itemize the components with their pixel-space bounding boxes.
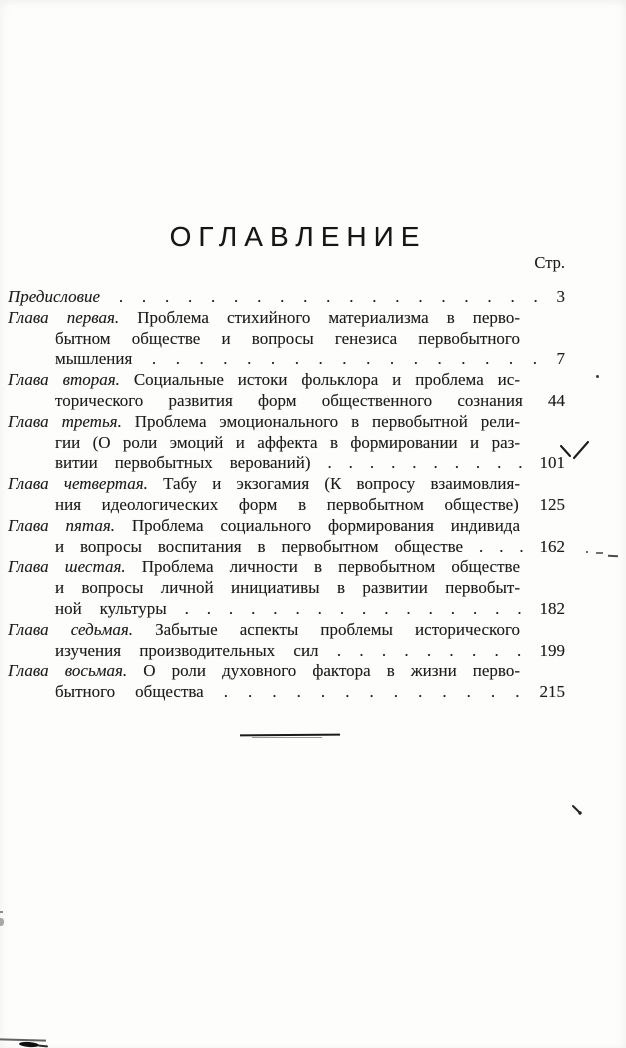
scan-smudge	[38, 1044, 48, 1047]
dot-leader: . . . . . . . . . . . . . . . . . . .	[118, 287, 538, 306]
entry-text: Проблема стихийного материализма в перво-	[137, 307, 520, 327]
toc-line	[55, 537, 565, 558]
entry-text: и вопросы воспитания в первобытном обществе	[55, 536, 464, 556]
toc-line	[55, 599, 565, 620]
toc-line: и вопросы личной инициативы в развитии первобыт-	[55, 578, 520, 598]
page-title: ОГЛАВЛЕНИЕ	[169, 221, 427, 252]
separator-rule-shadow	[252, 737, 322, 738]
page-number: 44	[548, 390, 565, 410]
toc-entry	[8, 557, 565, 619]
chapter-label: Глава первая.	[8, 307, 120, 327]
toc-entry	[8, 370, 565, 412]
page-number: 162	[539, 536, 566, 556]
handwritten-checkmark-icon	[558, 440, 594, 464]
toc-line: гии (О роли эмоций и аффекта в формировании и раз-	[55, 432, 520, 452]
toc-entry	[8, 661, 565, 703]
entry-text: Проблема социального формирования индивида	[131, 515, 520, 535]
toc-line	[8, 516, 520, 537]
page-edge-mark	[0, 911, 3, 913]
toc-entry	[8, 287, 565, 308]
entry-text: О роли духовного фактора в жизни перво-	[143, 661, 520, 681]
toc-line	[8, 661, 520, 682]
chapter-label: Глава третья.	[8, 411, 122, 431]
toc-line	[8, 308, 520, 329]
ink-dash-icon	[596, 552, 603, 554]
chapter-label: Глава шестая.	[8, 557, 126, 577]
ink-speck-icon	[586, 551, 588, 553]
toc-line	[55, 682, 565, 703]
toc-line	[55, 495, 565, 516]
chapter-label: Глава седьмая.	[8, 619, 134, 639]
toc-line	[8, 412, 520, 433]
separator-rule	[240, 734, 340, 737]
toc-entry	[8, 412, 565, 474]
page-edge-mark	[0, 918, 4, 926]
entry-text: Социальные истоки фольклора и проблема ис-	[133, 370, 520, 390]
toc-line	[8, 370, 520, 391]
ink-speck-icon	[596, 375, 599, 378]
entry-text: Проблема личности в первобытном обществе	[141, 557, 520, 577]
dot-leader: . . . . . . . . . . . . . . . .	[184, 598, 522, 618]
table-of-contents	[8, 287, 565, 703]
toc-line	[55, 641, 565, 662]
entry-text: бытного общества	[55, 682, 204, 702]
toc-line	[8, 287, 565, 308]
toc-line	[8, 557, 520, 578]
chapter-label: Глава пятая.	[8, 515, 115, 535]
dot-leader: . . . . . . . . .	[336, 640, 522, 660]
dot-leader: . . . . . . . . . . . . . . . . .	[151, 349, 537, 369]
toc-entry	[8, 620, 565, 662]
toc-line	[55, 453, 565, 474]
page-number: 199	[539, 640, 566, 660]
entry-text: витии первобытных верований)	[55, 453, 311, 473]
entry-text: ной культуры	[55, 598, 167, 618]
page-column-header: Стр.	[534, 253, 565, 272]
entry-text: Проблема эмоционального в первобытной рели-	[134, 411, 521, 431]
chapter-label: Глава вторая.	[8, 370, 120, 390]
scan-smudge	[19, 1041, 39, 1047]
page-number: 101	[539, 453, 565, 473]
entry-text: Табу и экзогамия (К вопросу взаимовлия-	[163, 474, 520, 494]
toc-line	[55, 349, 565, 370]
ink-dash-icon	[608, 555, 618, 558]
chapter-label: Глава четвертая.	[8, 474, 148, 494]
dot-leader: . . . . . . . . . .	[327, 453, 523, 473]
toc-line	[55, 391, 565, 412]
page-number: 7	[556, 349, 566, 369]
page-number: 3	[556, 287, 566, 306]
toc-entry	[8, 516, 565, 558]
dot-leader: . . . . . . . . . . . . .	[223, 682, 520, 702]
page-number: 125	[539, 494, 565, 514]
entry-text: мышления	[55, 349, 133, 369]
entry-text: торического развития форм общественного сознания	[55, 390, 523, 410]
chapter-label: Глава восьмая.	[8, 661, 128, 681]
entry-text: изучения производительных сил	[55, 640, 319, 660]
entry-text: ния идеологических форм в первобытном обществе)	[55, 494, 519, 514]
entry-text: Забытые аспекты проблемы исторического	[155, 619, 520, 639]
toc-line: бытном обществе и вопросы генезиса первобытного	[55, 328, 520, 348]
toc-entry	[8, 474, 565, 516]
toc-line	[8, 474, 520, 495]
ink-tick-icon	[571, 804, 585, 818]
page-number: 215	[539, 682, 566, 702]
dot-leader: . . .	[479, 536, 524, 556]
page-number: 182	[539, 598, 566, 618]
toc-line	[8, 620, 520, 641]
chapter-label: Предисловие	[8, 287, 101, 306]
toc-entry	[8, 308, 565, 370]
